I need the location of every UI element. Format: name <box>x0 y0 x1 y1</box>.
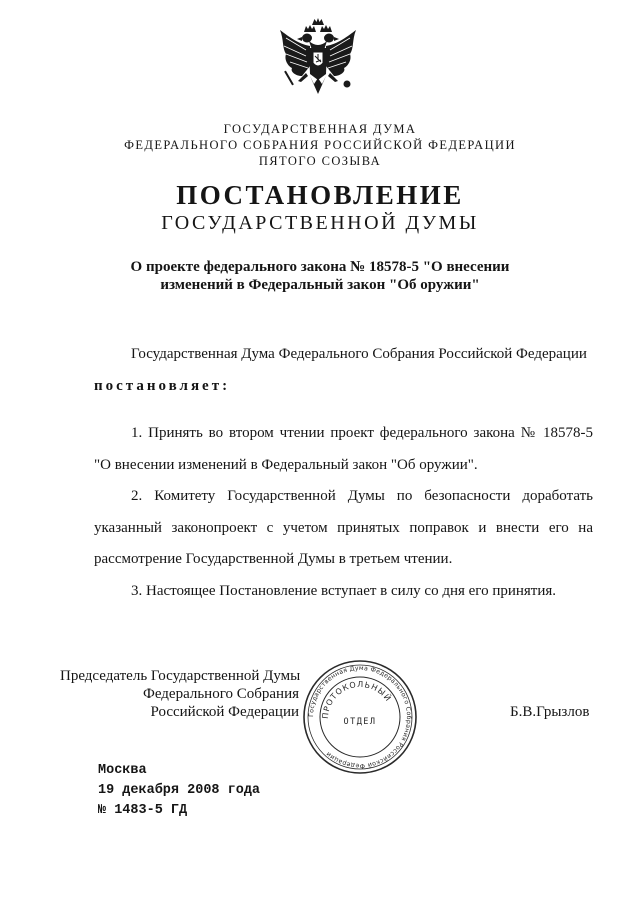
org-line-1: ГОСУДАРСТВЕННАЯ ДУМА <box>223 122 417 136</box>
heading-line-2: изменений в Федеральный закон "Об оружии" <box>160 277 480 293</box>
decree-word: постановляет: <box>94 378 231 394</box>
footer-number: № 1483-5 ГД <box>98 803 188 818</box>
signatory-position-line-2: Федерального Собрания <box>142 686 299 702</box>
item-3-text: 3. Настоящее Постановление вступает в силу со дня его принятия. <box>131 583 557 599</box>
intro-text: Государственная Дума Федерального Собрания Российской Федерации <box>131 346 587 362</box>
heading-line-1: О проекте федерального закона № 18578-5 "О внесении <box>130 259 510 275</box>
signatory-position-line-1: Председатель Государственной Думы <box>60 668 301 684</box>
protocol-department-stamp <box>302 659 418 775</box>
org-line-2: ФЕДЕРАЛЬНОГО СОБРАНИЯ РОССИЙСКОЙ ФЕДЕРАЦИИ <box>124 138 516 152</box>
stamp-inner-text: ПРОТОКОЛЬНЫЙ <box>320 679 394 720</box>
double-headed-eagle-icon <box>274 18 362 100</box>
item-1-line-2: "О внесении изменений в Федеральный закон "Об оружии". <box>94 457 478 473</box>
item-2-line-3: рассмотрение Государственной Думы в третьем чтении. <box>94 551 453 567</box>
footer-date: 19 декабря 2008 года <box>98 783 261 798</box>
item-1-line-1: 1. Принять во втором чтении проект федерального закона № 18578-5 <box>131 425 593 441</box>
document-subtitle: ГОСУДАРСТВЕННОЙ ДУМЫ <box>161 212 479 234</box>
signatory-position-line-3: Российской Федерации <box>150 704 299 720</box>
item-2-line-1: 2. Комитету Государственной Думы по безопасности доработать <box>131 488 593 504</box>
org-line-3: ПЯТОГО СОЗЫВА <box>258 154 382 168</box>
stamp-center-text: ОТДЕЛ <box>343 717 377 727</box>
signatory-name: Б.В.Грызлов <box>510 704 590 720</box>
document-title: ПОСТАНОВЛЕНИЕ <box>176 180 464 210</box>
stamp-outer-text: Государственная Дума Федерального Собрания Российской Федерации <box>307 664 413 770</box>
footer-city: Москва <box>98 763 147 778</box>
item-2-line-2: указанный законопроект с учетом принятых поправок и внести его на <box>94 520 593 536</box>
